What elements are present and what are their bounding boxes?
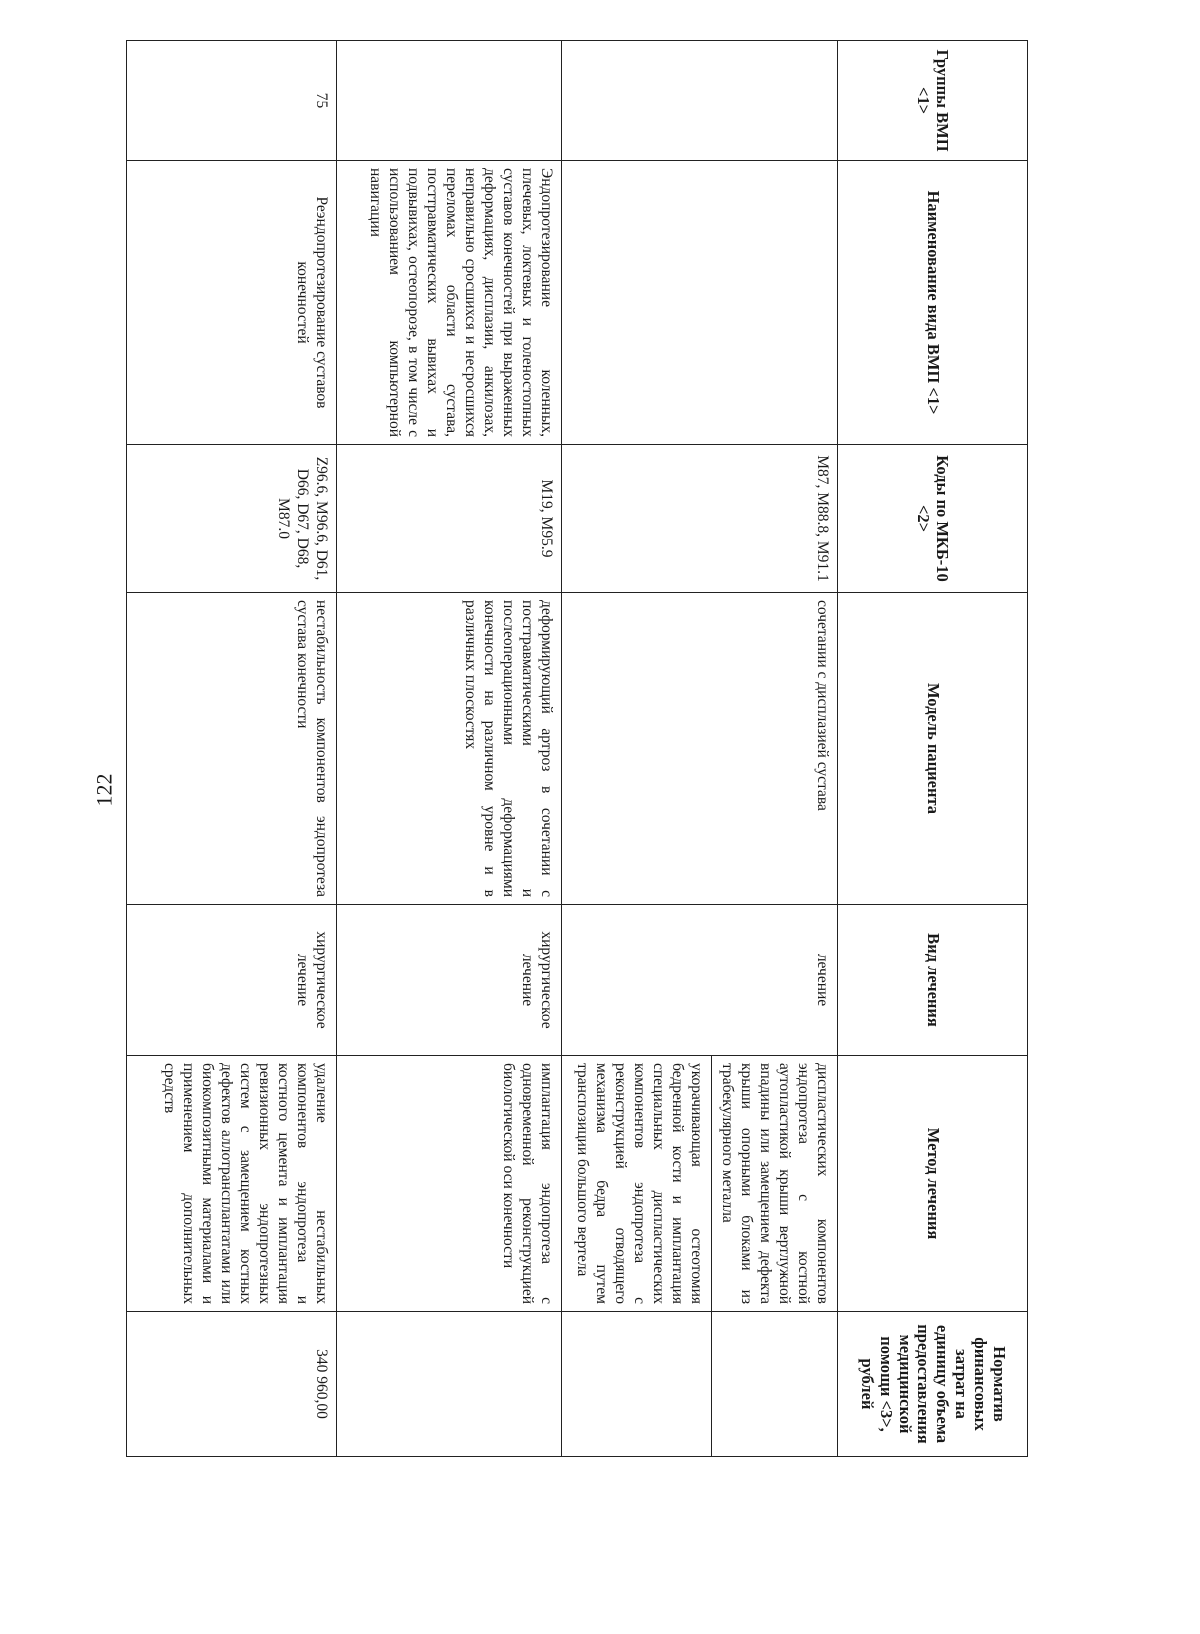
header-codes: Коды по МКБ-10 <2> [838, 445, 1028, 593]
cell-method: имплантация эндопротеза с одновременной реконструкцией биологической оси конечности [336, 1056, 561, 1312]
cell-group [561, 41, 837, 161]
header-type: Вид лечения [838, 905, 1028, 1056]
cell-model: нестабильность компонентов эндопротеза сустава конечности [126, 593, 336, 905]
header-norm: Норматив финансовых затрат на единицу объема предоставления медицинской помощи <3>, рублей [838, 1312, 1028, 1457]
cell-codes: Z96.6, M96.6, D61, D66, D67, D68, M87.0 [126, 445, 336, 593]
cell-model: сочетании с дисплазией сустава [561, 593, 837, 905]
cell-name: Эндопротезирование коленных, плечевых, локтевых и голеностопных суставов конечностей при выраженных деформациях, дисплазии, анкилозах, неправильно сросшихся и несросшихся переломах области сустава, посттравматических вывихах и подвывихах, остеопорозе, в том числе с использованием компьютерной навигации [336, 161, 561, 445]
header-model: Модель пациента [838, 593, 1028, 905]
header-group: Группы ВМП <1> [838, 41, 1028, 161]
cell-name: Реэндопротезирование суставов конечностей [126, 161, 336, 445]
cell-norm [711, 1312, 837, 1457]
header-name: Наименование вида ВМП <1> [838, 161, 1028, 445]
table-row [336, 41, 561, 1457]
cell-norm [561, 1312, 711, 1457]
table-row [126, 41, 336, 1457]
cell-group: 75 [126, 41, 336, 161]
table-header-row [838, 41, 1028, 1457]
cell-method: укорачивающая остеотомия бедренной кости и имплантация специальных диспластических компонентов эндопротеза с реконструкцией отводящего механизма бедра путем транспозиции большого вертела [561, 1056, 711, 1312]
page-number-text: 122 [91, 773, 116, 807]
cell-codes: M87, M88.8, M91.1 [561, 445, 837, 593]
vmp-table [126, 40, 1028, 1457]
rotated-table-sheet [128, 40, 1028, 1456]
header-method: Метод лечения [838, 1056, 1028, 1312]
cell-norm [336, 1312, 561, 1457]
cell-model: деформирующий артроз в сочетании с посттравматическими и послеоперационными деформациями конечности на различном уровне и в различных плоскостях [336, 593, 561, 905]
table-row [711, 41, 837, 1457]
cell-group [336, 41, 561, 161]
cell-name [561, 161, 837, 445]
cell-method: диспластических компонентов эндопротеза с костной аутопластикой крыши вертлужной впадины или замещением дефекта крыши опорными блоками из трабекулярного металла [711, 1056, 837, 1312]
cell-codes: M19, M95.9 [336, 445, 561, 593]
cell-type: хирургическое лечение [336, 905, 561, 1056]
cell-type: лечение [561, 905, 837, 1056]
cell-type: хирургическое лечение [126, 905, 336, 1056]
cell-norm: 340 960,00 [126, 1312, 336, 1457]
page-number [82, 760, 126, 820]
cell-method: удаление нестабильных компонентов эндопротеза и костного цемента и имплантация ревизионных эндопротезных систем с замещением костных дефектов аллотрансплантатами или биокомпозитными материалами и применением дополнительных средств [126, 1056, 336, 1312]
